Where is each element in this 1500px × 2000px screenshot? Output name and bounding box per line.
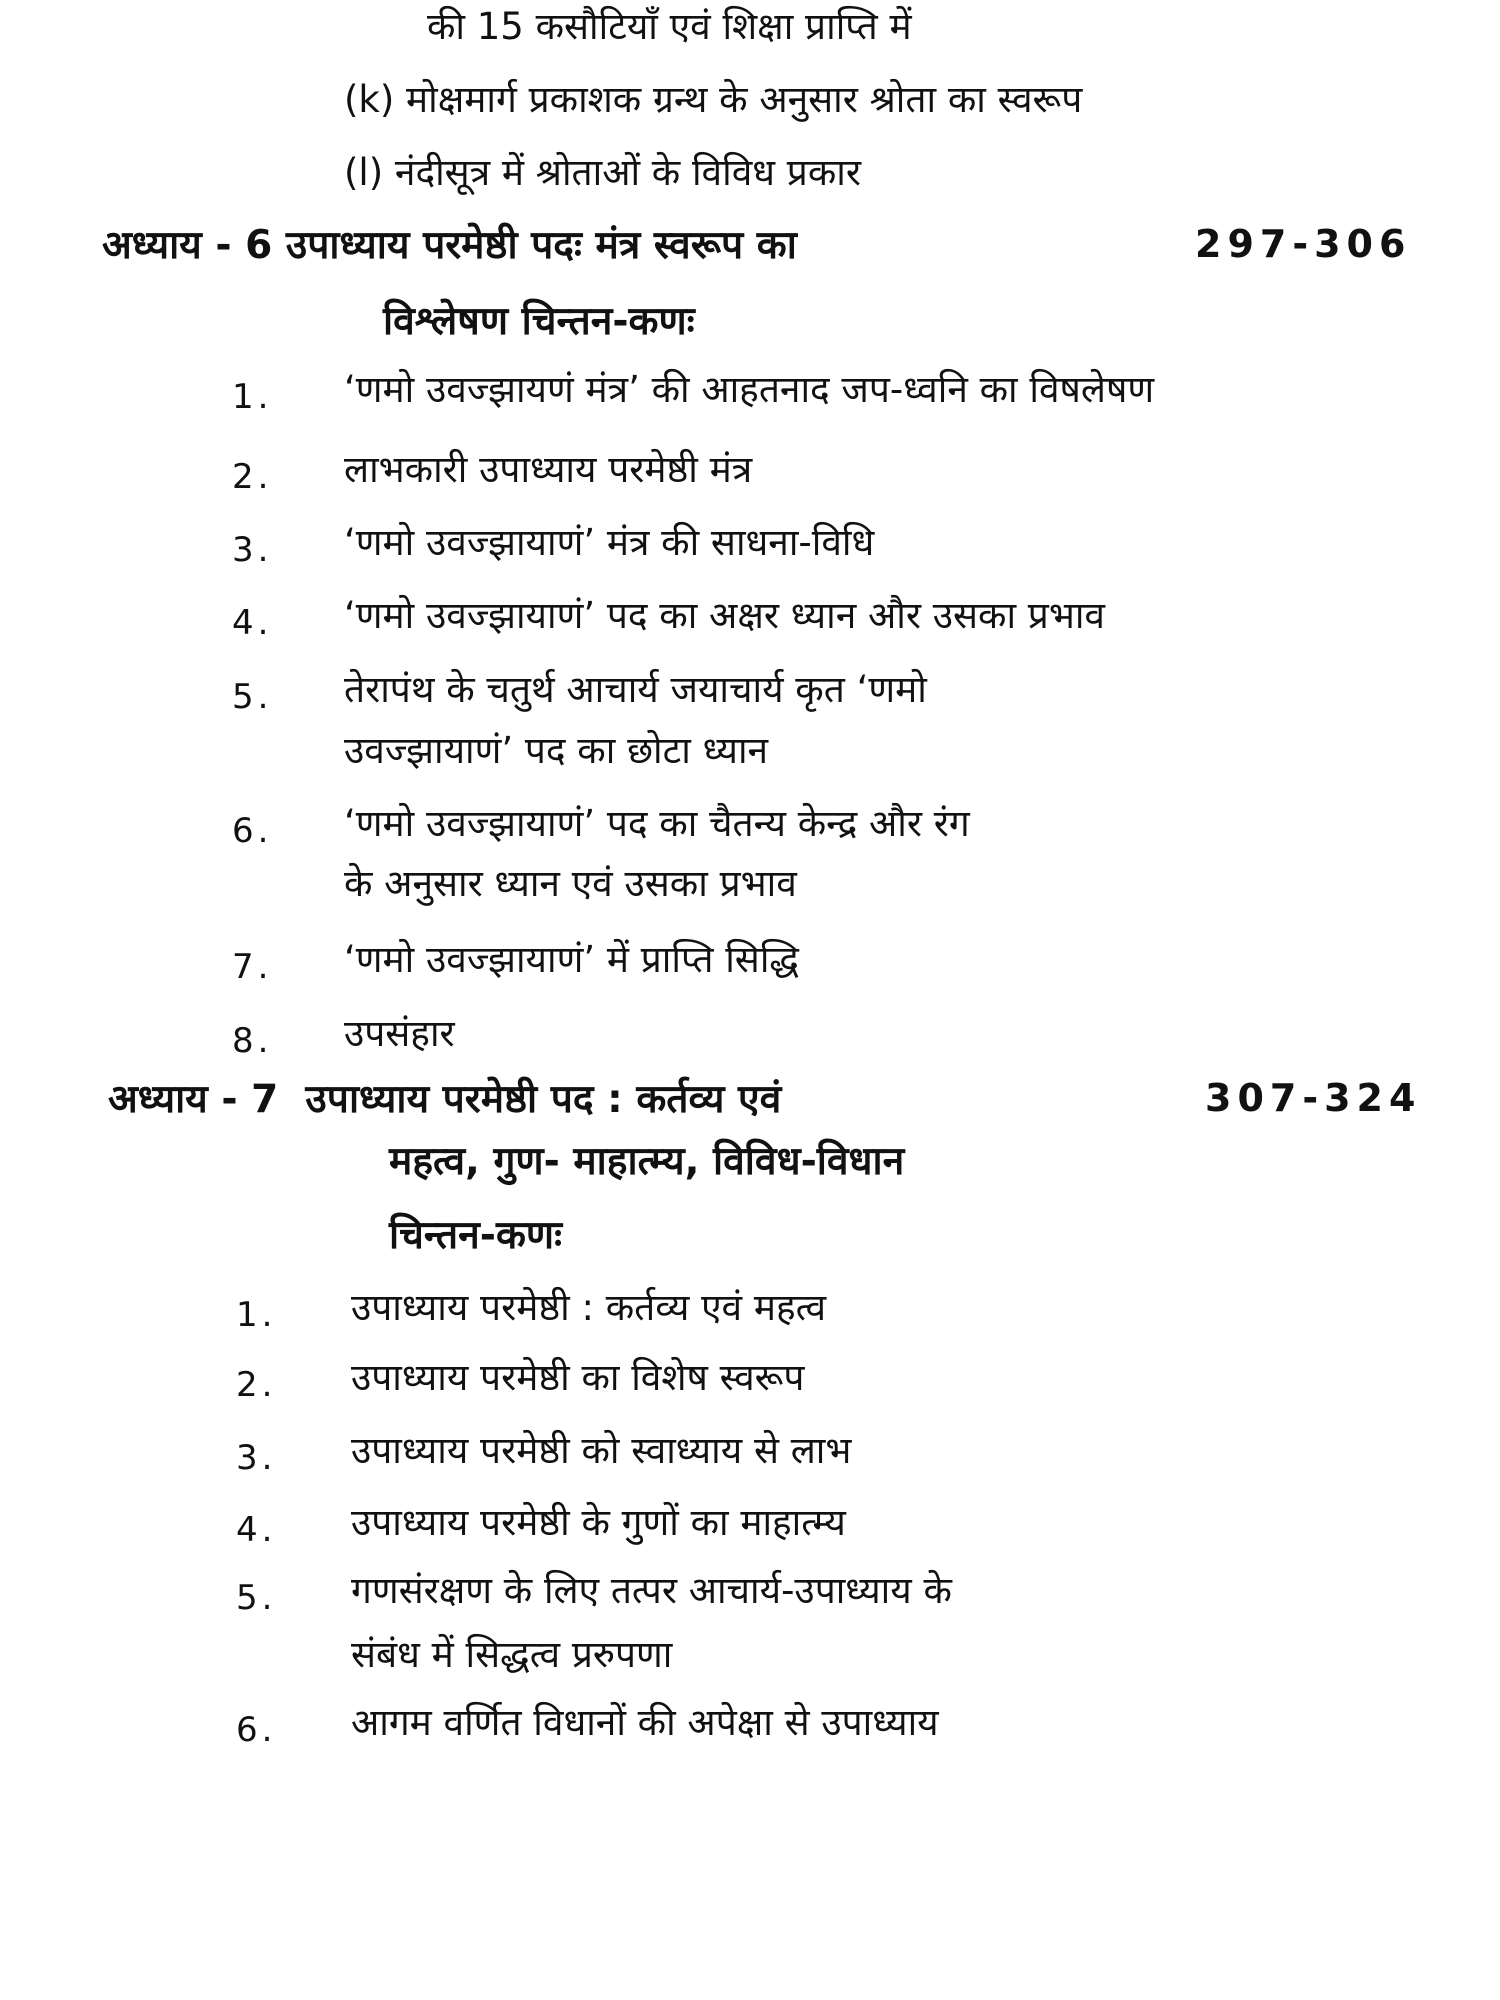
item-text: उपाध्याय परमेष्ठी को स्वाध्याय से लाभ bbox=[351, 1429, 852, 1472]
item-text: के अनुसार ध्यान एवं उसका प्रभाव bbox=[344, 862, 797, 905]
item-text: संबंध में सिद्धत्व प्ररुपणा bbox=[351, 1633, 673, 1676]
chapter-7-pages: 307-324 bbox=[1205, 1076, 1422, 1120]
item-number: 4. bbox=[232, 603, 273, 643]
item-number: 7. bbox=[232, 947, 273, 987]
chapter-6-pages: 297-306 bbox=[1195, 222, 1412, 266]
item-text: तेरापंथ के चतुर्थ आचार्य जयाचार्य कृत ‘णमो bbox=[344, 668, 927, 711]
item-text: ‘णमो उवज्झायणं मंत्र’ की आहतनाद जप-ध्वनि का विषलेषण bbox=[344, 368, 1155, 411]
chapter-7-heading: अध्याय - 7 उपाध्याय परमेष्ठी पद : कर्तव्य एवं bbox=[108, 1077, 782, 1122]
chapter-6-subheading: विश्लेषण चिन्तन-कणः bbox=[383, 299, 695, 344]
item-text: आगम वर्णित विधानों की अपेक्षा से उपाध्याय bbox=[351, 1701, 939, 1744]
item-text: लाभकारी उपाध्याय परमेष्ठी मंत्र bbox=[344, 448, 753, 491]
item-text: ‘णमो उवज्झायाणं’ मंत्र की साधना-विधि bbox=[344, 521, 875, 564]
item-number: 6. bbox=[236, 1710, 277, 1750]
item-number: 3. bbox=[232, 530, 273, 570]
item-text: उवज्झायाणं’ पद का छोटा ध्यान bbox=[344, 729, 769, 772]
item-text: ‘णमो उवज्झायाणं’ पद का अक्षर ध्यान और उसका प्रभाव bbox=[344, 594, 1106, 637]
item-text: उपसंहार bbox=[344, 1012, 455, 1055]
item-number: 1. bbox=[232, 377, 273, 417]
item-text: उपाध्याय परमेष्ठी : कर्तव्य एवं महत्व bbox=[351, 1286, 827, 1329]
chapter-7-subheading: चिन्तन-कणः bbox=[389, 1213, 562, 1258]
item-number: 5. bbox=[232, 677, 273, 717]
item-number: 6. bbox=[232, 811, 273, 851]
item-text: ‘णमो उवज्झायाणं’ पद का चैतन्य केन्द्र और रंग bbox=[344, 802, 970, 845]
item-text: ‘णमो उवज्झायाणं’ में प्राप्ति सिद्धि bbox=[344, 938, 799, 981]
chapter-7-heading-continued: महत्व, गुण- माहात्म्य, विविध-विधान bbox=[389, 1139, 905, 1184]
item-number: 8. bbox=[232, 1021, 273, 1061]
intro-line: (l) नंदीसूत्र में श्रोताओं के विविध प्रकार bbox=[344, 151, 861, 194]
item-number: 2. bbox=[232, 457, 273, 497]
item-number: 5. bbox=[236, 1578, 277, 1618]
item-number: 1. bbox=[236, 1295, 277, 1335]
item-number: 3. bbox=[236, 1438, 277, 1478]
item-text: उपाध्याय परमेष्ठी के गुणों का माहात्म्य bbox=[351, 1501, 846, 1544]
chapter-6-heading: अध्याय - 6 उपाध्याय परमेष्ठी पदः मंत्र स्वरूप का bbox=[102, 223, 797, 268]
item-text: गणसंरक्षण के लिए तत्पर आचार्य-उपाध्याय के bbox=[351, 1569, 952, 1612]
item-text: उपाध्याय परमेष्ठी का विशेष स्वरूप bbox=[351, 1356, 805, 1399]
item-number: 2. bbox=[236, 1365, 277, 1405]
item-number: 4. bbox=[236, 1510, 277, 1550]
intro-line: (k) मोक्षमार्ग प्रकाशक ग्रन्थ के अनुसार श्रोता का स्वरूप bbox=[344, 78, 1083, 121]
intro-line: की 15 कसौटियाँ एवं शिक्षा प्राप्ति में bbox=[427, 5, 912, 48]
